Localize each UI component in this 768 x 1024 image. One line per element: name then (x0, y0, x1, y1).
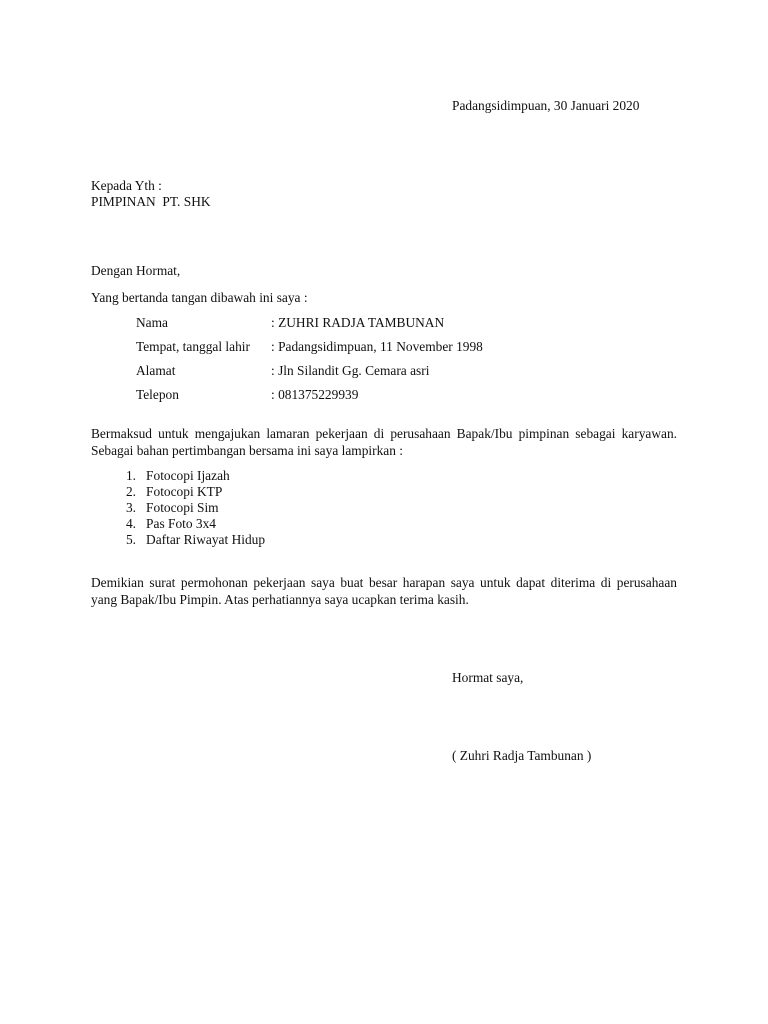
list-item (91, 468, 265, 484)
list-item (91, 532, 265, 548)
list-item (91, 484, 265, 500)
list-text: Fotocopi Sim (146, 500, 219, 515)
list-item (91, 516, 265, 532)
list-text: Pas Foto 3x4 (146, 516, 216, 531)
list-number: 3. (125, 500, 136, 515)
applicant-value: : ZUHRI RADJA TAMBUNAN (271, 315, 445, 330)
applicant-label: Telepon (136, 387, 179, 402)
list-text: Daftar Riwayat Hidup (146, 532, 266, 547)
list-number: 5. (125, 532, 136, 547)
signature-name: ( Zuhri Radja Tambunan ) (452, 748, 592, 763)
intro-line: Yang bertanda tangan dibawah ini saya : (91, 290, 308, 305)
applicant-value: : Jln Silandit Gg. Cemara asri (271, 363, 430, 378)
applicant-row-name (136, 315, 444, 331)
list-number: 1. (125, 468, 136, 483)
purpose-paragraph: Bermaksud untuk mengajukan lamaran pekerjaan di perusahaan Bapak/Ibu pimpinan sebagai karyawan. Sebagai bahan pertimbangan bersama ini saya lampirkan : (91, 426, 677, 458)
applicant-label: Tempat, tanggal lahir (136, 339, 250, 354)
applicant-row-birth (136, 339, 483, 355)
closing-salutation: Hormat saya, (452, 670, 524, 685)
list-item (91, 500, 265, 516)
list-text: Fotocopi KTP (146, 484, 223, 499)
recipient-name: PIMPINAN PT. SHK (91, 194, 211, 209)
list-number: 2. (125, 484, 136, 499)
recipient-label: Kepada Yth : (91, 178, 162, 193)
list-number: 4. (125, 516, 136, 531)
closing-paragraph: Demikian surat permohonan pekerjaan saya buat besar harapan saya untuk dapat diterima di perusahaan yang Bapak/Ibu Pimpin. Atas perhatiannya saya ucapkan terima kasih. (91, 575, 677, 607)
applicant-label: Alamat (136, 363, 176, 378)
applicant-value: : 081375229939 (271, 387, 359, 402)
attachment-list (91, 468, 265, 548)
place-date: Padangsidimpuan, 30 Januari 2020 (452, 98, 640, 113)
applicant-row-phone (136, 387, 358, 403)
applicant-value: : Padangsidimpuan, 11 November 1998 (271, 339, 483, 354)
applicant-label: Nama (136, 315, 168, 330)
greeting: Dengan Hormat, (91, 263, 181, 278)
applicant-row-address (136, 363, 429, 379)
list-text: Fotocopi Ijazah (146, 468, 230, 483)
